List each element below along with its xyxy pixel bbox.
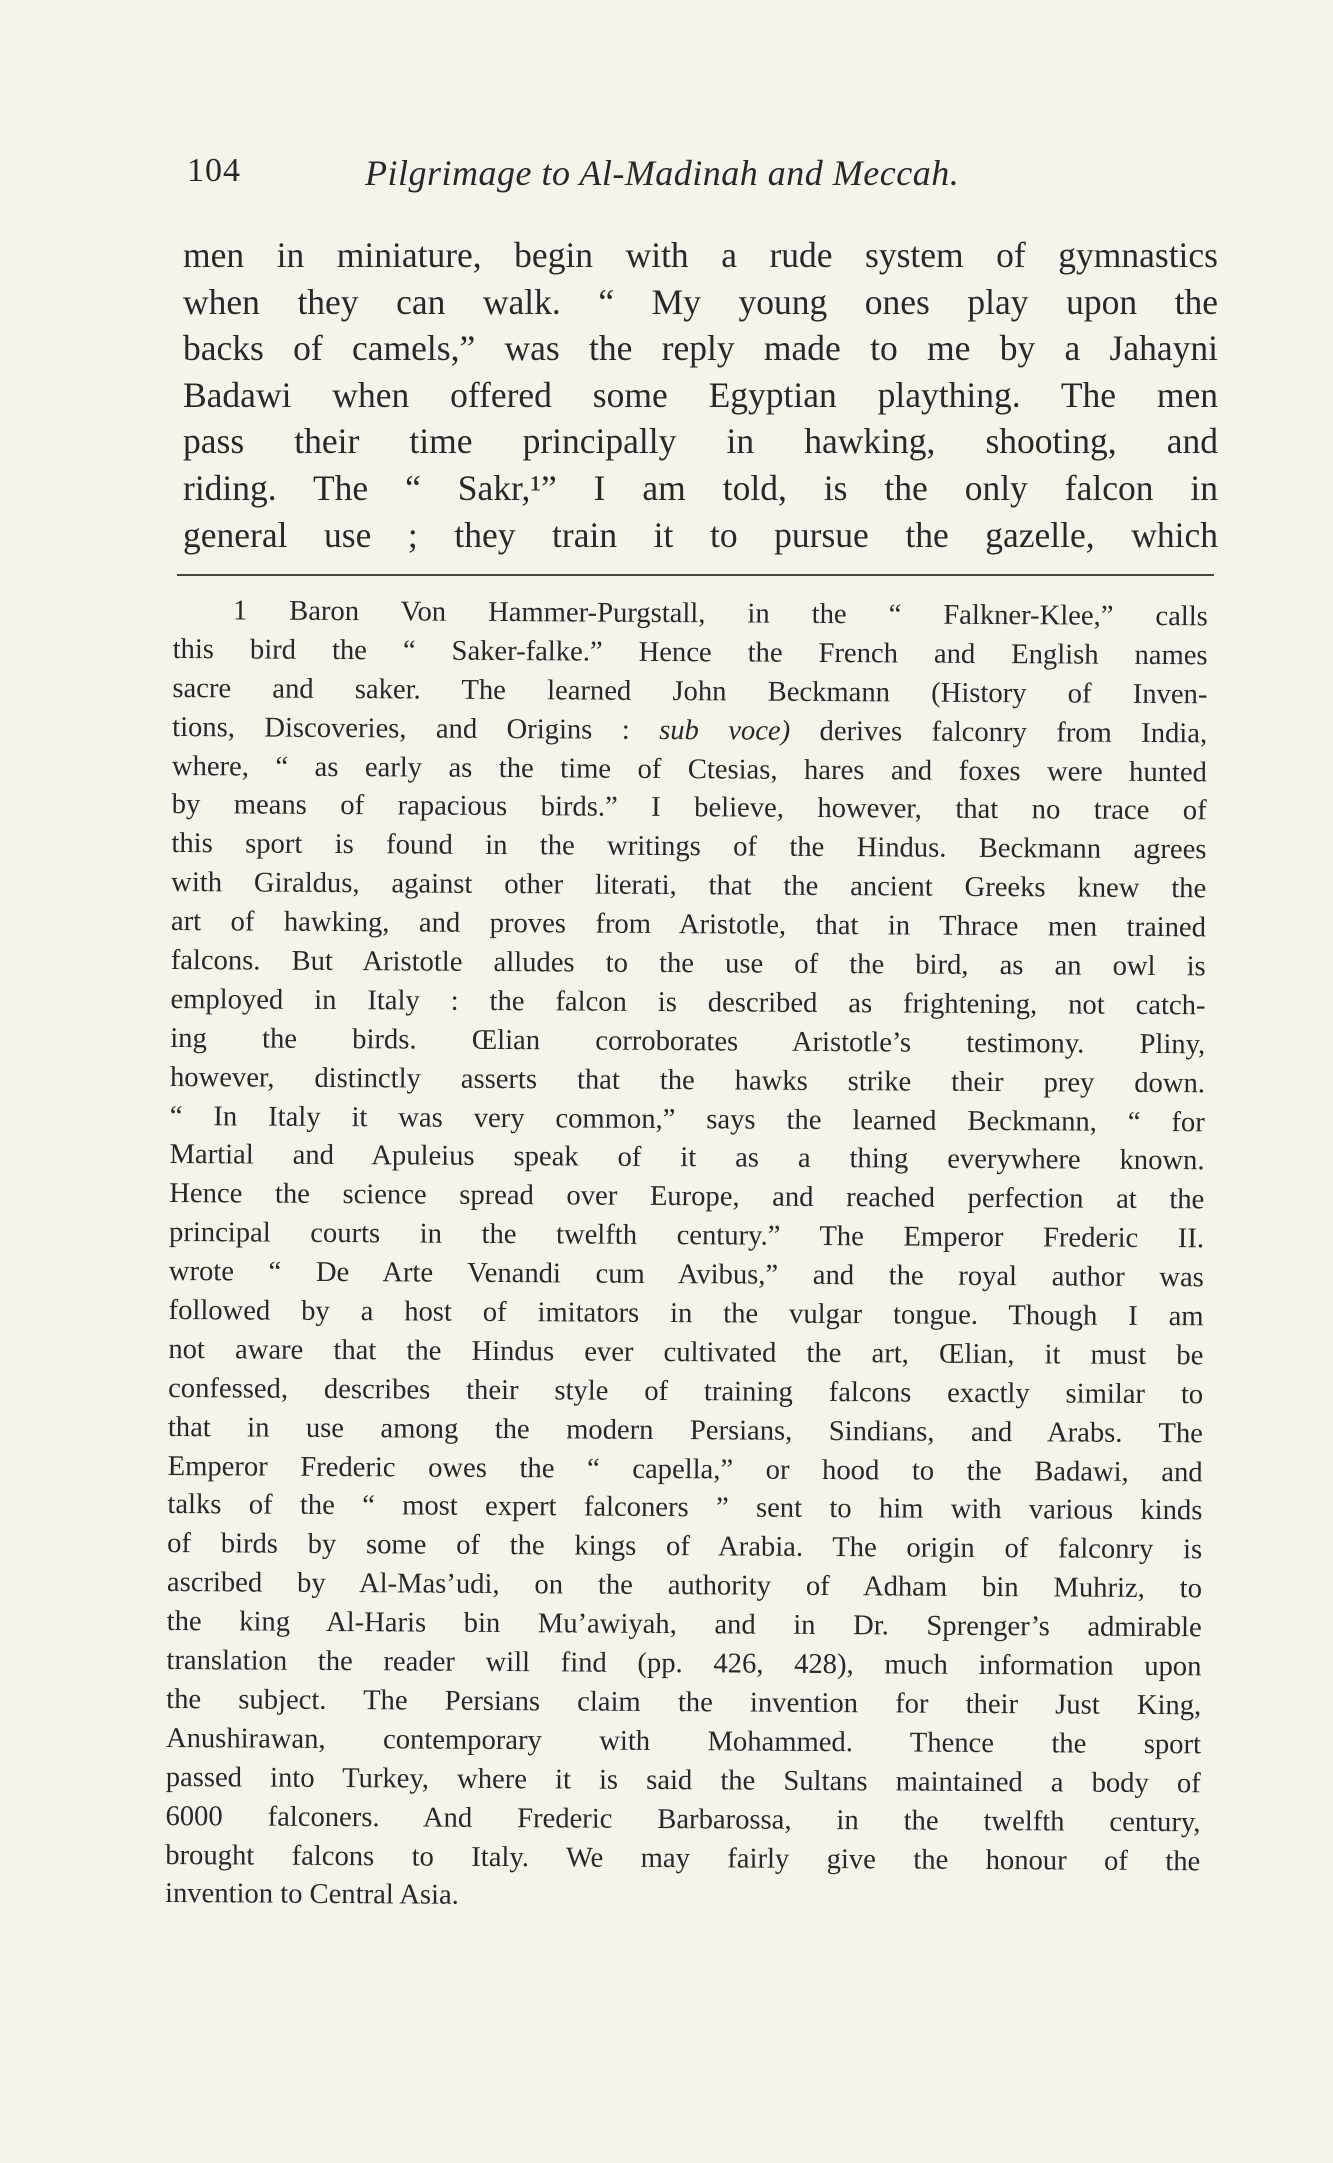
footnote-line: sacre and saker. The learned John Beckmann (History of Inven- bbox=[172, 672, 1208, 711]
footnote-line: this bird the “ Saker-falke.” Hence the French and English names bbox=[172, 633, 1208, 672]
body-line: riding. The “ Sakr,¹” I am told, is the only falcon in bbox=[183, 467, 1218, 508]
footnote-line: invention to Central Asia. bbox=[164, 1878, 459, 1912]
page-number: 104 bbox=[187, 152, 241, 189]
footnote-line: followed by a host of imitators in the vulgar tongue. Though I am bbox=[168, 1295, 1204, 1333]
footnote-line: ing the birds. Œlian corroborates Aristotle’s testimony. Pliny, bbox=[170, 1022, 1206, 1061]
footnote-line: Hence the science spread over Europe, and reached perfection at the bbox=[169, 1178, 1205, 1216]
body-line: general use ; they train it to pursue the gazelle, which bbox=[183, 514, 1218, 555]
body-line: men in miniature, begin with a rude system of gymnastics bbox=[183, 235, 1218, 275]
footnote-line: where, “ as early as the time of Ctesias, hares and foxes were hunted bbox=[171, 750, 1208, 788]
page-header bbox=[187, 152, 1037, 202]
footnote-line: 1 Baron Von Hammer-Purgstall, in the “ Falkner-Klee,” calls bbox=[232, 595, 1208, 633]
footnote-line: the subject. The Persians claim the invention for their Just King, bbox=[166, 1683, 1202, 1722]
footnote-line: this sport is found in the writings of the Hindus. Beckmann agrees bbox=[171, 828, 1207, 866]
body-line: when they can walk. “ My young ones play upon the bbox=[183, 281, 1218, 322]
footnotes bbox=[165, 592, 1208, 1921]
footnote-line: talks of the “ most expert falconers ” sent to him with various kinds bbox=[167, 1489, 1203, 1527]
footnote-line: employed in Italy : the falcon is described as frightening, not catch- bbox=[170, 983, 1206, 1022]
footnote-line: however, distinctly asserts that the hawks strike their prey down. bbox=[169, 1061, 1206, 1100]
footnote-line: passed into Turkey, where it is said the Sultans maintained a body of bbox=[165, 1761, 1201, 1800]
footnote-text: derives falconry from India, bbox=[790, 715, 1208, 749]
footnote-line: principal courts in the twelfth century.” The Emperor Frederic II. bbox=[168, 1217, 1205, 1255]
footnote-line: of birds by some of the kings of Arabia. The origin of falconry is bbox=[167, 1528, 1203, 1566]
footnote-line: confessed, describes their style of training falcons exactly similar to bbox=[168, 1372, 1204, 1411]
footnote-line: translation the reader will find (pp. 426, 428), much information upon bbox=[166, 1645, 1202, 1683]
footnote-line: with Giraldus, against other literati, that the ancient Greeks knew the bbox=[171, 867, 1207, 905]
footnote-line: by means of rapacious birds.” I believe, however, that no trace of bbox=[171, 789, 1207, 827]
footnote-line: brought falcons to Italy. We may fairly give the honour of the bbox=[165, 1839, 1201, 1877]
footnote-line: Martial and Apuleius speak of it as a thing everywhere known. bbox=[169, 1139, 1205, 1177]
footnote-line: 6000 falconers. And Frederic Barbarossa, in the twelfth century, bbox=[165, 1800, 1201, 1838]
body-text bbox=[183, 232, 1218, 558]
footnote-text: tions, Discoveries, and Origins : bbox=[172, 711, 660, 746]
body-line: pass their time principally in hawking, shooting, and bbox=[183, 421, 1218, 462]
footnote-line: Emperor Frederic owes the “ capella,” or hood to the Badawi, and bbox=[167, 1450, 1203, 1488]
footnote-line: the king Al-Haris bin Mu’awiyah, and in Dr. Sprenger’s admirable bbox=[166, 1606, 1202, 1644]
footnote-line: “ In Italy it was very common,” says the learned Beckmann, “ for bbox=[169, 1100, 1205, 1138]
footnote-line bbox=[172, 709, 1207, 754]
footnote-line: wrote “ De Arte Venandi cum Avibus,” and the royal author was bbox=[168, 1256, 1204, 1294]
body-line: backs of camels,” was the reply made to me by a Jahayni bbox=[183, 328, 1218, 369]
footnote-line: not aware that the Hindus ever cultivated the art, Œlian, it must be bbox=[168, 1333, 1204, 1372]
footnote-line: falcons. But Aristotle alludes to the use of the bird, as an owl is bbox=[170, 945, 1206, 983]
body-line: Badawi when offered some Egyptian plaything. The men bbox=[183, 374, 1218, 415]
footnote-divider bbox=[177, 574, 1214, 576]
footnote-line: ascribed by Al-Mas’udi, on the authority of Adham bin Muhriz, to bbox=[166, 1567, 1203, 1605]
footnote-italic-text: sub voce) bbox=[659, 714, 791, 747]
footnote-line: that in use among the modern Persians, Sindians, and Arabs. The bbox=[167, 1411, 1203, 1450]
running-title: Pilgrimage to Al-Madinah and Meccah. bbox=[365, 153, 960, 193]
footnote-line: Anushirawan, contemporary with Mohammed. Thence the sport bbox=[165, 1722, 1202, 1761]
footnote-line: art of hawking, and proves from Aristotle, that in Thrace men trained bbox=[170, 906, 1207, 944]
